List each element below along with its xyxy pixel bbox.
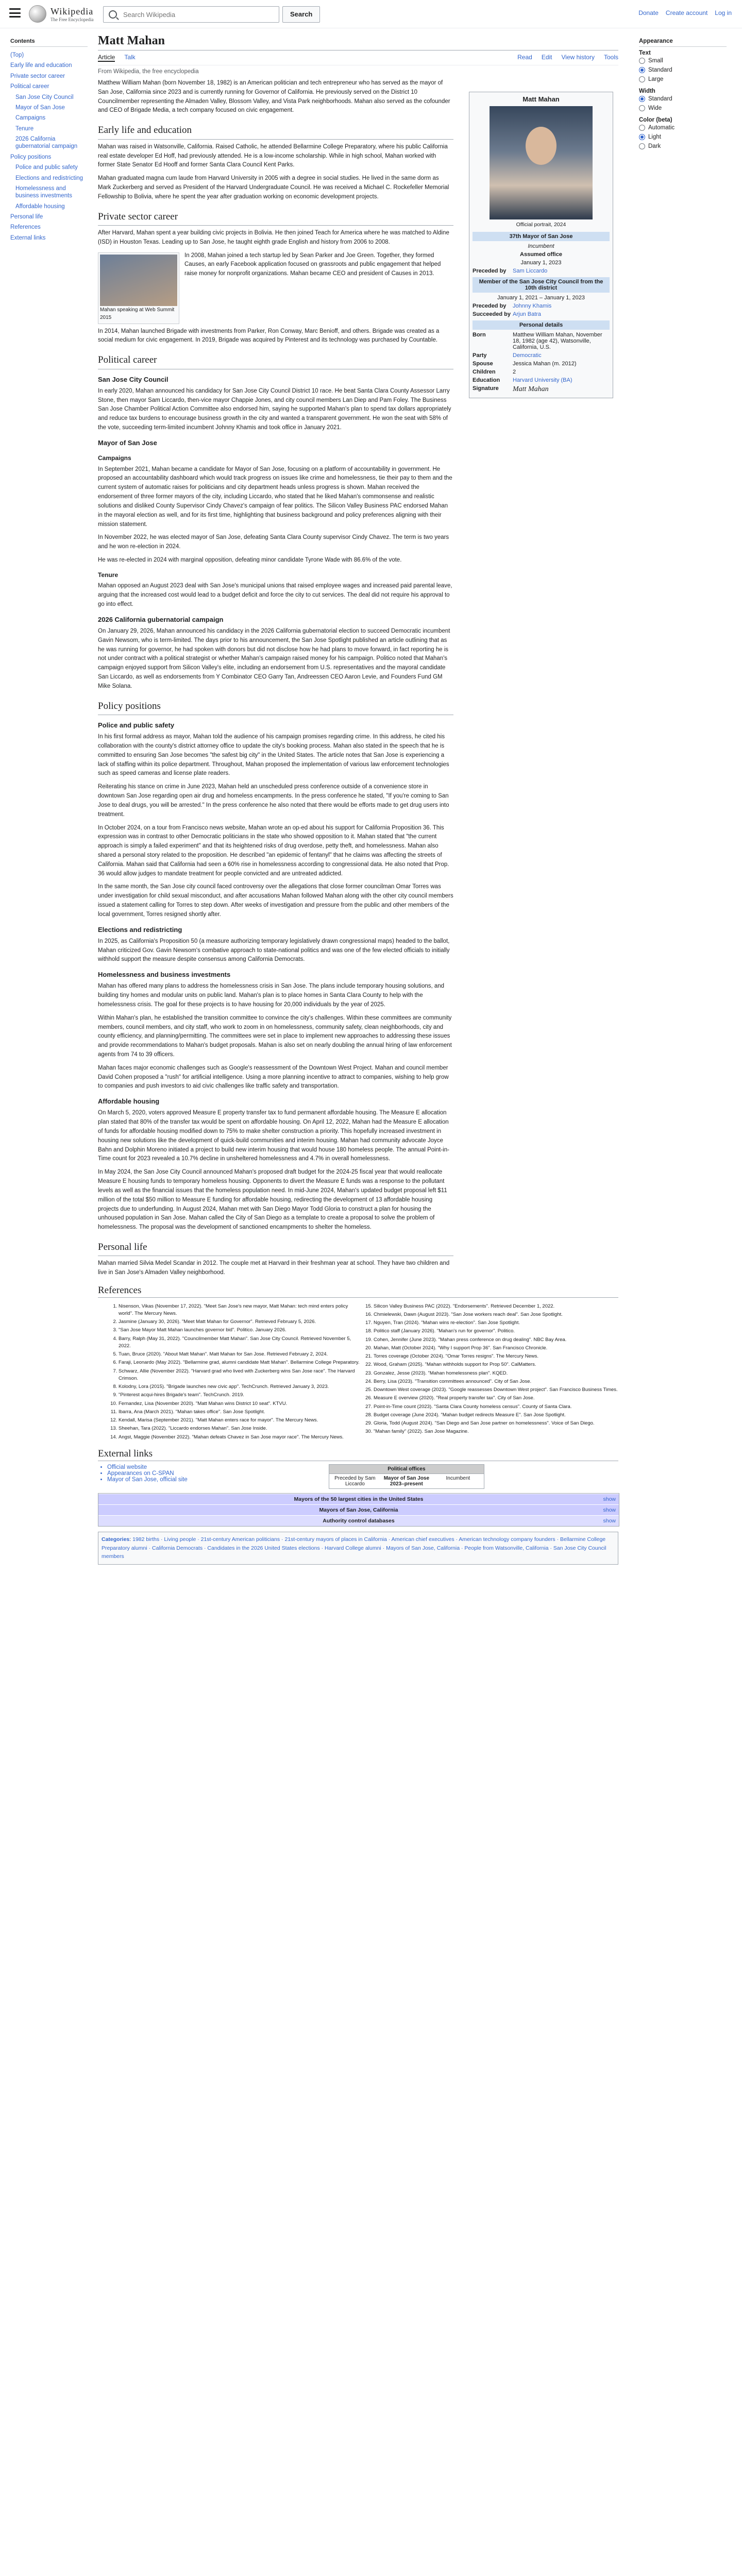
page-title: Matt Mahan (98, 31, 618, 50)
main-content (98, 31, 618, 1565)
paragraph: In September 2021, Mahan became a candidate for Mayor of San Jose, focusing on a platform of accountability in government. He proposed an accountability dashboard which would track progress on issues like crime and homelessness, tie their pay to them and the current system of automatic raises for politicians and city department heads unless progress is shown. Mahan received the endorsement of three former mayors of the city, including Liccardo, who stated that he liked Mahan's commonsense and realistic solutions and disliked County Supervisor Cindy Chavez's campaign of fear politics. The Silicon Valley Business PAC endorsed Mahan in the mayoral election as well, and for its first time, highlighting that business background and policy preferences aligning with their mission statement. (98, 466, 452, 528)
references-section (98, 1285, 618, 1565)
color-dark-option[interactable] (639, 142, 727, 151)
office-band[interactable]: 37th Mayor of San Jose (473, 232, 610, 241)
reference-item: 27. Point-in-Time count (2023). "Santa Clara County homeless census". County of Santa Clara. (374, 1403, 618, 1411)
option-label: Standard (648, 67, 672, 73)
radio-icon (639, 76, 645, 82)
personal-tools (638, 9, 732, 16)
search-box[interactable] (103, 6, 279, 23)
categories-box: Categories: 1982 births · Living people · 21st-century American politicians · 21st-century mayors of places in California · American chief executives · American technology company founders · Bellarmine College Preparatory alumni · California Democrats · Candidates in the 2026 United States elections · Harvard College alumni · Mayors of San Jose, California · People from Watsonville, California · San Jose City Council members (98, 1532, 618, 1565)
reference-item: 29. Gloria, Todd (August 2024). "San Diego and San Jose partner on homelessness". Voice of San Diego. (374, 1420, 618, 1427)
radio-icon (639, 58, 645, 64)
navboxes (98, 1493, 619, 1527)
toc-item-police[interactable]: Police and public safety (15, 164, 78, 171)
toc-item-homelessness[interactable]: Homelessness and business investments (15, 185, 72, 199)
toc-item-top[interactable]: (Top) (10, 52, 24, 58)
heading-housing: Affordable housing (98, 1097, 160, 1106)
heading-campaigns: Campaigns (98, 454, 131, 462)
education-link[interactable]: Harvard University (BA) (513, 377, 572, 383)
toc-item-external-links[interactable]: External links (10, 234, 46, 241)
figure-caption: Mahan speaking at Web Summit 2015 (100, 307, 175, 321)
reference-item: 13. Sheehan, Tara (2022). "Liccardo endorses Mahan". San Jose Inside. (119, 1425, 363, 1432)
color-automatic-option[interactable] (639, 123, 727, 132)
article-body (98, 79, 453, 1278)
reference-item: 10. Fernandez, Lisa (November 2020). "Matt Mahan wins District 10 seat". KTVU. (119, 1400, 363, 1408)
from-line: From Wikipedia, the free encyclopedia (98, 69, 199, 75)
reference-item: 7. Schwarz, Allie (November 2022). "Harvard grad who lived with Zuckerberg wins San Jose race". The Harvard Crimson. (119, 1368, 363, 1383)
paragraph: Mahan married Silvia Medel Scandar in 2012. The couple met at Harvard in their freshman year at school. They have two children and live in San Jose's Almaden Valley neighborhood. (98, 1260, 450, 1276)
appearance-title: Appearance (639, 38, 727, 47)
reference-item: 16. Chmielewski, Dawn (August 2023). "San Jose workers reach deal". San Jose Spotlight. (374, 1311, 618, 1318)
toc-item-tenure[interactable]: Tenure (15, 125, 34, 132)
tab-tools[interactable]: Tools (603, 54, 618, 61)
paragraph: In 2025, as California's Proposition 50 (a measure authorizing temporary legislatively drawn congressional maps) headed to the ballot, Mahan criticized Gov. Gavin Newsom's combative approach to state-national politics and was one of the few elected officials to initially withhold support the measure despite consensus among California Democrats. (98, 938, 450, 963)
navbox-toggle[interactable]: show (603, 1517, 616, 1524)
council-preceded-link[interactable]: Johnny Khamis (513, 303, 552, 309)
paragraph: In 2008, Mahan joined a tech startup led by Sean Parker and Joe Green. Together, they formed Causes, an early Facebook application focused on grassroots and public engagement that helped raise money for nonprofit organizations. Mahan became CEO and president of Causes in 2013. (184, 252, 441, 277)
reference-item: 14. Angst, Maggie (November 2022). "Mahan defeats Chavez in San Jose mayor race". The Mercury News. (119, 1434, 363, 1441)
toc-item-mayor[interactable]: Mayor of San Jose (15, 104, 65, 111)
reference-item: 6. Faraji, Leonardo (May 2022). "Bellarmine grad, alumni candidate Matt Mahan". Bellarmine College Preparatory. (119, 1359, 363, 1366)
toc-title: Contents (10, 38, 88, 47)
heading-tenure: Tenure (98, 571, 119, 579)
reference-item: 8. Kolodny, Lora (2015). "Brigade launches new civic app". TechCrunch. Retrieved January 3, 2023. (119, 1383, 363, 1391)
radio-selected-icon (639, 96, 645, 102)
preceded-by-link[interactable]: Sam Liccardo (513, 268, 548, 274)
radio-icon (639, 105, 645, 111)
color-light-option[interactable] (639, 132, 727, 142)
text-standard-option[interactable] (639, 65, 727, 75)
paragraph: Within Mahan's plan, he established the transition committee to convince the city's challenges. Within these committees are community members, council members, and city staff, who work to zoom in on homelessness, community safety, clean neighborhoods, city and county efficiency, and planning/permitting. The committees were set in place to implement new approaches to addressing these issues and provide recommendations to Mahan's budget proposals. Mahan is also set on nearly doubling the annual hiring of law enforcement agents from 74 to 39 officers. (98, 1014, 452, 1058)
navbox-mayors-largest-cities[interactable] (98, 1494, 619, 1504)
navbox-toggle[interactable]: show (603, 1496, 616, 1502)
paragraph: After Harvard, Mahan spent a year building civic projects in Bolivia. He then joined Teach for America where he was matched to Aldine (ISD) in Houston Texas. Leading up to San Jose, he taught eighth grade English and history from 2006 to 2008. (98, 230, 449, 245)
reference-item: 11. Ibarra, Ana (March 2021). "Mahan takes office". San Jose Spotlight. (119, 1409, 363, 1416)
heading-private-sector: Private sector career (98, 209, 453, 226)
official-portrait[interactable] (490, 106, 593, 219)
children-value: 2 (513, 369, 516, 375)
paragraph: In early 2020, Mahan announced his candidacy for San Jose City Council District 10 race. He beat Santa Clara County Assessor Larry Stone, then mayor Sam Liccardo, then-vice mayor Chappie Jones, and city council members Lan Diep and Pam Foley. The Business San Jose Chamber Political Action Committee also endorsed him, saying he supported Mahan's plan to spend tax dollars appropriately and reduce tax burdens to encourage business growth in the city and wanted a transparent government. He won the seat with 58% of the vote, succeeding term-limited incumbent Johnny Khamis and took office in January 2021. (98, 387, 451, 431)
width-label: Width (639, 88, 655, 94)
reference-item: 20. Mahan, Matt (October 2024). "Why I support Prop 36". San Francisco Chronicle. (374, 1345, 618, 1352)
personal-band: Personal details (473, 320, 610, 330)
heading-early-life: Early life and education (98, 123, 453, 139)
table-of-contents (10, 38, 88, 243)
toc-item-policy[interactable]: Policy positions (10, 154, 52, 160)
navbox-toggle[interactable]: show (603, 1506, 616, 1513)
assumed-label: Assumed office (520, 251, 562, 258)
heading-city-council: San Jose City Council (98, 375, 168, 383)
tab-read[interactable]: Read (517, 54, 532, 61)
heading-homelessness: Homelessness and business investments (98, 971, 231, 979)
party-link[interactable]: Democratic (513, 352, 542, 359)
toc-item-political-career[interactable]: Political career (10, 83, 49, 90)
tab-history[interactable]: View history (561, 54, 595, 61)
paragraph: In his first formal address as mayor, Mahan told the audience of his campaign promises regarding crime. In this address, he cited his collaboration with the county's district attorney office to update the city's booking process. Mahan also stated in the speech that he is committed to ensuring San Jose becomes "the safest big city" in the United States. The article notes that San Jose is experiencing a lack of staffing within its police department. Throughout, Mahan proposed the implementation of various law enforcement technologies such as speed cameras and license plate readers. (98, 734, 449, 777)
reference-item: 21. Torres coverage (October 2024). "Omar Torres resigns". The Mercury News. (374, 1353, 618, 1360)
option-label: Small (648, 58, 663, 64)
wikipedia-logo[interactable] (29, 5, 93, 23)
reference-item: 3. "San Jose Mayor Matt Mahan launches governor bid". Politico. January 2026. (119, 1327, 363, 1334)
search-input[interactable] (122, 10, 258, 19)
tab-talk[interactable]: Talk (124, 54, 136, 61)
reference-item: 9. "Pinterest acqui-hires Brigade's team". TechCrunch. 2019. (119, 1392, 363, 1399)
lead-paragraph: Matthew William Mahan (born November 18, 1982) is an American politician and tech entrepreneur who has served as the mayor of San Jose, California since 2023 and is currently running for Governor of California. He previously served on the District 10 Councilmember representing the Almaden Valley, Blossom Valley, and Vista Park neighborhoods. Mahan also served as the cofounder and CEO of Brigade Media, a tech company focused on civic engagement. (98, 80, 450, 114)
heading-political-career: Political career (98, 352, 453, 369)
portrait-face (526, 127, 556, 165)
toc-item-early-life[interactable]: Early life and education (10, 62, 72, 69)
succeeded-by: Incumbent (432, 1473, 484, 1488)
paragraph: Mahan has offered many plans to address the homelessness crisis in San Jose. The plans include temporary housing solutions, and building tiny homes and modular units on public land. Mahan's plan is to place homes in Santa Clara County to help with the homelessness crisis. The goal for these projects is to have housing for 20,000 individuals by the year of 2025. (98, 983, 445, 1008)
reference-item: 26. Measure E overview (2020). "Real property transfer tax". City of San Jose. (374, 1395, 618, 1402)
heading-external-links: External links (98, 1448, 618, 1461)
ext-link[interactable]: • Official website (107, 1464, 188, 1470)
radio-icon (639, 125, 645, 131)
council-dates: January 1, 2021 – January 1, 2023 (497, 295, 585, 301)
width-standard-option[interactable] (639, 94, 727, 104)
navbox-title: Mayors of the 50 largest cities in the United States (294, 1496, 424, 1502)
reference-item: 24. Berry, Lisa (2023). "Transition committees announced". City of San Jose. (374, 1378, 618, 1385)
text-size-label: Text (639, 50, 651, 56)
toc-item-personal[interactable]: Personal life (10, 214, 43, 220)
born-value: Matthew William Mahan, November 18, 1982 (age 42), Watsonville, California, U.S. (513, 332, 602, 350)
navbox-title: Authority control databases (323, 1517, 395, 1524)
paragraph: In October 2024, on a tour from Francisco news website, Mahan wrote an op-ed about his support for California Proposition 36. This expression was in contrast to other Democratic politicians in the state who showed opposition to it. Mahan stated that "the current approach is simply a failed experiment" and that its heightened risks of drug overdose, petty theft, and homelessness. Mahan also shared a personal story related to the proposition. He described "an epidemic of fentanyl" that he claims was affecting the streets of California. Mahan said that California had seen a 60% rise in homelessness according to congressional data. He also noted that Prop. 36 would allow judges to mandate treatment for people convicted and are untreated addicted. (98, 824, 449, 877)
spouse-value: Jessica Mahan (m. 2012) (513, 361, 577, 367)
toc-item-private-sector[interactable]: Private sector career (10, 73, 65, 79)
toc-item-city-council[interactable]: San Jose City Council (15, 94, 74, 100)
preceded-by[interactable]: Preceded by Sam Liccardo (329, 1473, 381, 1488)
heading-police: Police and public safety (98, 721, 175, 730)
web-summit-photo[interactable] (100, 255, 177, 306)
signature: Matt Mahan (513, 385, 549, 393)
toc-item-campaigns[interactable]: Campaigns (15, 115, 46, 122)
login-link[interactable]: Log in (715, 9, 732, 16)
ext-link[interactable]: • Mayor of San Jose, official site (107, 1477, 188, 1483)
width-wide-option[interactable] (639, 104, 727, 113)
main-menu-icon[interactable] (9, 8, 21, 18)
reference-item: 18. Politico staff (January 2026). "Mahan's run for governor". Politico. (374, 1328, 618, 1335)
radio-selected-icon (639, 134, 645, 140)
navbox-authority-control[interactable] (98, 1515, 619, 1526)
web-summit-figure[interactable] (98, 252, 179, 324)
infobox: Matt Mahan Official portrait, 2024 37th Mayor of San Jose Incumbent Assumed office January 1, 2023 Preceded by Sam Liccardo Member of the San Jose City Council from the 10th district January 1, 2021 – January 1, 2023 Preceded by Johnny Khamis Succeeded by Arjun Batra Personal details Born Matthew William Mahan, November 18, 1982 (age 42), Watsonville, California, U.S. Party Democratic Spouse Jessica Mahan (m. 2012) Children 2 Education Harvard University (BA) Signature Matt Mahan (469, 92, 613, 398)
search-icon (109, 10, 117, 19)
succession-box (329, 1464, 484, 1489)
text-small-option[interactable] (639, 56, 727, 65)
create-account-link[interactable]: Create account (665, 9, 708, 16)
donate-link[interactable]: Donate (638, 9, 659, 16)
heading-references: References (98, 1285, 618, 1298)
reference-item: 23. Gonzalez, Jesse (2023). "Mahan homelessness plan". KQED. (374, 1370, 618, 1377)
office-name[interactable]: Mayor of San Jose 2023–present (381, 1473, 432, 1488)
paragraph: On March 5, 2020, voters approved Measure E property transfer tax to fund permanent affordable housing. The Measure E allocation plan stated that 80% of the transfer tax would be spent on affordable housing. On April 12, 2022, Mahan had the Measure E allocation of funds for affordable housing modified down to 75% to make shelter construction a priority. This hopefully increased investment in housing new solutions like the development of quick-build communities and interim housing. Mahan had community advocate Joyce Bahn and Dolphin Moreno initiated a project to build new interim housing that would house 180 homeless people. The annual Point-in-Time count for 2023 revealed a 10.7% decline in unsheltered homelessness and 4.7% in overall homelessness. (98, 1110, 449, 1162)
paragraph: Mahan opposed an August 2023 deal with San Jose's municipal unions that raised employee wages and increased paid parental leave, arguing that the increased cost would lead to a budget deficit and force the city to cut services. The deal did not require his approval to go into effect. (98, 583, 452, 607)
reference-item: 2. Jasmine (January 30, 2026). "Meet Matt Mahan for Governor". Retrieved February 5, 2026. (119, 1318, 363, 1326)
reference-item: 4. Barry, Ralph (May 31, 2022). "Councilmember Matt Mahan". San Jose City Council. Retrieved November 5, 2022. (119, 1335, 363, 1350)
infobox-title: Matt Mahan (522, 95, 560, 103)
paragraph: In the same month, the San Jose city council faced controversy over the allegations that close former councilman Omar Torres was under investigation for child sexual misconduct, and after accusations Mahan followed Mahan along with the other city council members issued a statement calling for Torres to step down. After weeks of investigation and pressure from the public and other members of the local government, Torres resigned shortly after. (98, 884, 453, 918)
council-succeeded-link[interactable]: Arjun Batra (513, 311, 542, 317)
logo-tagline: The Free Encyclopedia (50, 16, 94, 22)
reference-item: 17. Nguyen, Tran (2024). "Mahan wins re-election". San Jose Spotlight. (374, 1319, 618, 1327)
categories-list[interactable]: 1982 births · Living people · 21st-century American politicians · 21st-century mayors of places in California · American chief executives · American technology company founders · Bellarmine College Preparatory alumni · California Democrats · Candidates in the 2026 United States elections · Harvard College alumni · Mayors of San Jose, California · People from Watsonville, California · San Jose City Council members (102, 1536, 606, 1560)
references-list (98, 1303, 618, 1441)
reference-item: 5. Tuan, Bruce (2020). "About Matt Mahan". Matt Mahan for San Jose. Retrieved February 2, 2024. (119, 1351, 363, 1358)
heading-elections: Elections and redistricting (98, 925, 182, 934)
ext-link[interactable]: • Appearances on C-SPAN (107, 1470, 188, 1477)
incumbent-label: Incumbent (528, 243, 554, 249)
logo-wordmark: Wikipedia (50, 6, 94, 16)
toc-item-references[interactable]: References (10, 224, 41, 231)
heading-mayor: Mayor of San Jose (98, 438, 157, 447)
search-button[interactable]: Search (282, 6, 320, 23)
paragraph: In May 2024, the San Jose City Council announced Mahan's proposed draft budget for the 2024-25 fiscal year that would reallocate Measure E housing funds to temporary homeless housing. Opponents to divert the Measure E funds was a response to the pollutant levels as well as the financial issues that the homeless population need. In mid-June 2024, Mahan's updated budget proposal left $11 million of the total $50 million to Measure E funding for affordable housing, redirecting the development of 13 affordable housing projects due to underfunding. In August 2024, Mahan met with San Diego Mayor Todd Gloria to construct a plan for housing the unhoused population in San Jose. Mahan called the City of San Diego as a template to create a proposal to solve the problem of homelessness. The proposal was the development of sanctioned encampments to shelter the homeless. (98, 1169, 447, 1231)
paragraph: Mahan graduated magna cum laude from Harvard University in 2005 with a degree in social studies. He lived in the same dorm as Mark Zuckerberg and served as President of the Harvard Undergraduate Council. He was received a Michael C. Rockefeller Memorial Fellowship to Bolivia, where he spent the year after graduation working on economic development projects. (98, 175, 449, 200)
external-links-list (98, 1464, 188, 1483)
reference-item: 1. Nisenson, Vikas (November 17, 2022). "Meet San Jose's new mayor, Matt Mahan: tech mind enters policy world". The Mercury News. (119, 1303, 363, 1318)
tab-article[interactable]: Article (98, 54, 115, 61)
option-label: Dark (648, 143, 661, 149)
toc-item-elections[interactable]: Elections and redistricting (15, 175, 83, 181)
paragraph: Reiterating his stance on crime in June 2023, Mahan held an unscheduled press conference outside of a convenience store in downtown San Jose regarding open air drug and homeless encampments. In the press conference he stated, "If you're coming to San Jose to deal drugs, you will be arrested." In the press conference he also noted that there would be efforts made to get drug users into treatment. (98, 784, 449, 818)
categories-label[interactable]: Categories (102, 1536, 130, 1543)
toc-item-housing[interactable]: Affordable housing (15, 203, 65, 210)
option-label: Automatic (648, 125, 675, 131)
assumed-date: January 1, 2023 (520, 260, 562, 266)
option-label: Light (648, 134, 661, 140)
portrait-caption: Official portrait, 2024 (516, 222, 566, 228)
paragraph: Mahan was raised in Watsonville, California. Raised Catholic, he attended Bellarmine College Preparatory, where his public California real estate developer Ed Hoff, had previously attended. He is a low-income scholarship. While in high school, Mahan worked with former State Senator Ed Hooff and former Santa Clara Council Kent Parks. (98, 143, 448, 168)
reference-item: 12. Kendall, Marisa (September 2021). "Matt Mahan enters race for mayor". The Mercury News. (119, 1417, 363, 1424)
text-large-option[interactable] (639, 75, 727, 84)
appearance-panel (639, 38, 727, 151)
navbox-mayors-san-jose[interactable] (98, 1504, 619, 1515)
council-band[interactable]: Member of the San Jose City Council from the 10th district (473, 277, 610, 293)
globe-icon (29, 5, 46, 23)
succession-title: Political offices (329, 1465, 484, 1473)
reference-item: 25. Downtown West coverage (2023). "Google reassesses Downtown West project". San Francisco Business Times. (374, 1386, 618, 1394)
reference-item: 28. Budget coverage (June 2024). "Mahan budget redirects Measure E". San Jose Spotlight. (374, 1412, 618, 1419)
option-label: Wide (648, 105, 662, 111)
paragraph: On January 29, 2026, Mahan announced his candidacy in the 2026 California gubernatorial election to succeed Democratic incumbent Gavin Newsom, who is term-limited. The days prior to his announcement, the San Jose Spotlight published an article outlining that as he was running for governor, he had spoken with donors but did not disclose how he had plans to move forward, in fact reporting he is not under contract with a political strategist or whether Mahan's campaign raised money for his campaign. Politico noted that Mahan's campaign enjoyed support from Silicon Valley's elite, including an endorsement from U.S. representatives and the mayoral candidate San Liccardo, as well as endorsements from Y Combinator CEO Garry Tan, Andreessen CEO Aaron Levie, and Founders Fund GM Mike Solana. (98, 628, 450, 689)
external-links (98, 1464, 618, 1489)
paragraph: In 2014, Mahan launched Brigade with investments from Parker, Ron Conway, Marc Benioff, and others. Brigade was created as a social medium for civic engagement. In 2019, Brigade was acquired by Pinterest and its technology was purchased by Countable. (98, 328, 440, 344)
reference-item: 22. Wood, Graham (2025). "Mahan withholds support for Prop 50". CalMatters. (374, 1361, 618, 1368)
radio-selected-icon (639, 67, 645, 73)
page-tabs (98, 50, 618, 65)
heading-personal: Personal life (98, 1240, 453, 1256)
tab-edit[interactable]: Edit (541, 54, 552, 61)
site-header (0, 0, 742, 28)
paragraph: Mahan faces major economic challenges such as Google's reassessment of the Downtown West Project. Mahan and council member David Cohen proposed a "rush" for artificial intelligence. Using a more planning incentive to attract to companies, wishing to help grow to companies and push investors to aid civic challenges like traffic safety and transportation. (98, 1064, 449, 1090)
heading-policy: Policy positions (98, 699, 453, 715)
heading-gubernatorial: 2026 California gubernatorial campaign (98, 615, 224, 623)
paragraph: He was re-elected in 2024 with marginal opposition, defeating minor candidate Tyrone Wade with 86.6% of the vote. (98, 556, 402, 563)
reference-item: 19. Cohen, Jennifer (June 2023). "Mahan press conference on drug dealing". NBC Bay Area. (374, 1336, 618, 1344)
navbox-title: Mayors of San Jose, California (319, 1506, 398, 1513)
reference-item: 15. Silicon Valley Business PAC (2022). "Endorsements". Retrieved December 1, 2022. (374, 1303, 618, 1310)
paragraph: In November 2022, he was elected mayor of San Jose, defeating Santa Clara County supervisor Cindy Chavez. The term is two years and he won re-election in 2024. (98, 534, 449, 550)
option-label: Large (648, 76, 664, 82)
toc-item-gubernatorial[interactable]: 2026 California gubernatorial campaign (15, 136, 78, 150)
color-label: Color (beta) (639, 117, 672, 123)
reference-item: 30. "Mahan family" (2022). San Jose Magazine. (374, 1428, 618, 1435)
option-label: Standard (648, 96, 672, 102)
radio-icon (639, 143, 645, 149)
